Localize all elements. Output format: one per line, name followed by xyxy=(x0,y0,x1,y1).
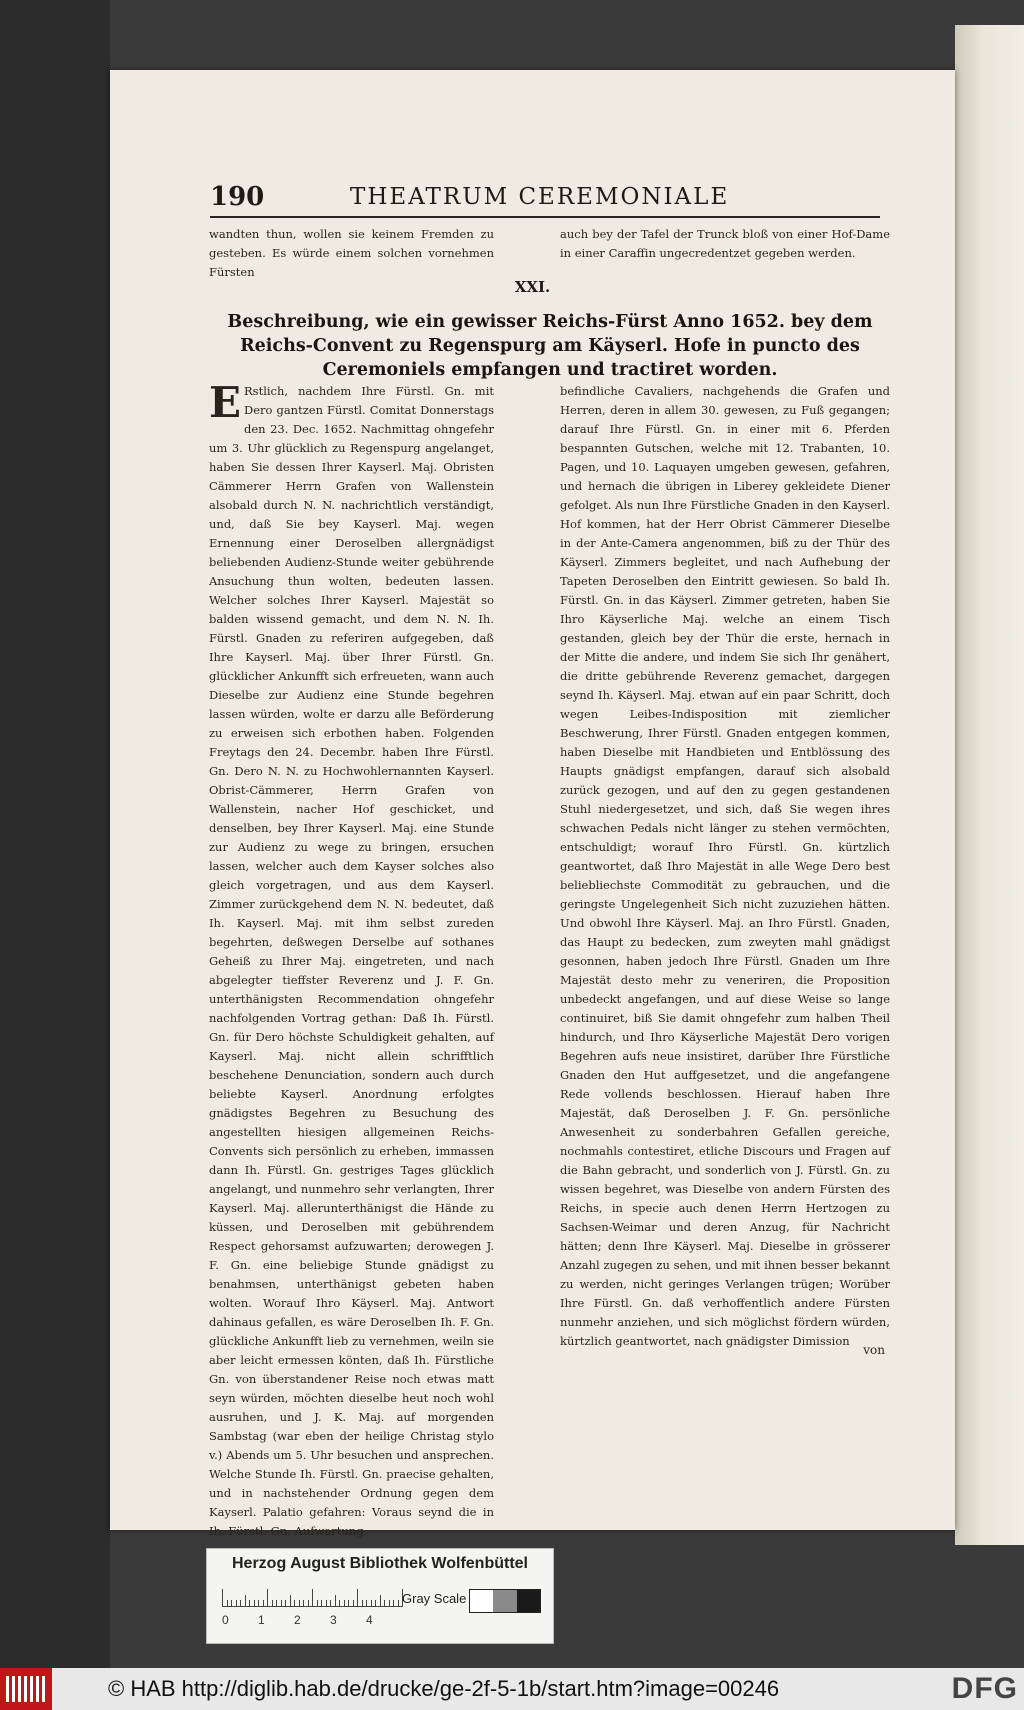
ruler-tick xyxy=(308,1600,309,1607)
right-column-text: befindliche Cavaliers, nachgehends die Grafen und Herren, deren in allem 30. gewesen, zu Fuß gegangen; darauf Ihre Fürstl. Gn. in einer mit 6. Pferden bespannten Gutschen, welche mit 12. Trabanten, 10. Pagen, und 10. Laquayen umgeben gewesen, gefahren, und hernach die übrigen in Liberey gekleidete Diener gefolget. Als nun Ihre Fürstliche Gnaden in den Kayserl. Hof kommen, hat der Herr Obrist Cämmerer Dieselbe in der Ante-Camera angenommen, biß zu der Thür des Käyserl. Zimmers begleitet, und nach Aufhebung der Tapeten Deroselben den Eintritt gewiesen. So bald Ih. Fürstl. Gn. in das Käyserl. Zimmer getreten, haben Sie Ihro Käyserliche Maj. welche an einem Tisch gestanden, gleich bey der Thür die erste, hernach in der Mitte die andere, und indem Sie sich Ihr genähert, die dritte gebührende Reverenz gemachet, dargegen seynd Ih. Käyserl. Maj. etwan auf ein paar Schritt, doch wegen Leibes-Indisposition mit ziemlicher Beschwerung, Ihrer Fürstl. Gnaden entgegen kommen, haben Dieselbe mit Handbieten und Entblössung des Haupts gnädigst empfangen, darauf sich alsobald zurück gezogen, und auf den zu gegen gestandenen Stuhl niedergesetzet, und sich, daß Sie wegen ihres schwachen Pedals nicht länger zu stehen vermöchten, entschuldigt; worauf Ihro Fürstl. Gn. kürtzlich geantwortet, daß Ihro Majestät in alle Wege Dero best beliebliechste Commodität zu gebrauchen, und die geringste Ungelegenheit Sich nicht zuzuziehen hätten. Und obwohl Ihre Käyserl. Maj. an Ihro Fürstl. Gnaden, das Haupt zu bedecken, zum zweyten mahl gnädigst gesonnen, haben jedoch Ihre Fürstl. Gnaden um Ihre Majestät desto mehr zu veneriren, die Proposition unbedeckt angefangen, und auf diese Weise so lange continuiret, biß Sie damit ohngefehr zum halben Theil hindurch, und Ihro Käyserliche Majestät Dero vorigen Begehren aufs neue insistiret, darüber Ihre Fürstliche Gnaden den Hut auffgesetzet, und die angefangene Rede vollends beschlossen. Hierauf haben Ihre Majestät, daß Deroselben J. F. Gn. persönliche Anwesenheit zu sonderbahren Gefallen gereiche, nochmahls contestiret, etliche Discours und Fragen auf die Bahn gebracht, und sonderlich von J. Fürstl. Gn. zu wissen begehret, was Dieselbe von andern Fürsten des Reichs, in specie auch denen Herrn Hertzogen zu Sachsen-Weimar und deren Anzug, für Nachricht hätten; denn Ihre Käyserl. Maj. Dieselbe in grösserer Anzahl zugegen zu sehen, und mit ihnen besser bekannt zu werden, nicht geringes Verlangen trügen; Worüber Ihre Fürstl. Gn. daß verhoffentlich andere Fürsten nunmehr anziehen, und sich möglichst fördern würden, kürtzlich geantwortet, nach gnädigster Dimission xyxy=(560,384,890,1348)
swatch-gray xyxy=(493,1590,516,1612)
section-number: XXI. xyxy=(514,278,551,296)
ruler-tick xyxy=(231,1600,232,1607)
ruler-tick xyxy=(393,1600,394,1607)
catchword: von xyxy=(863,1343,885,1357)
ruler-tick xyxy=(357,1589,358,1607)
page-number: 190 xyxy=(210,182,265,212)
ruler-tick xyxy=(339,1600,340,1607)
gray-scale-label: Gray Scale xyxy=(402,1591,467,1606)
ruler-tick xyxy=(276,1600,277,1607)
ruler-tick xyxy=(263,1600,264,1607)
ruler-tick xyxy=(348,1600,349,1607)
ruler-tick xyxy=(222,1589,223,1607)
ruler-tick xyxy=(384,1600,385,1607)
ruler-tick xyxy=(245,1595,246,1607)
library-color-card xyxy=(206,1548,554,1644)
ruler-number: 1 xyxy=(258,1613,265,1627)
footer-url[interactable]: © HAB http://diglib.hab.de/drucke/ge-2f-5-1b/start.htm?image=00246 xyxy=(108,1676,780,1701)
ruler-tick xyxy=(371,1600,372,1607)
left-column xyxy=(209,378,494,1541)
ruler-tick xyxy=(366,1600,367,1607)
ruler-tick xyxy=(254,1600,255,1607)
adjacent-page-edge xyxy=(955,25,1024,1545)
ruler-tick xyxy=(317,1600,318,1607)
card-title: Herzog August Bibliothek Wolfenbüttel xyxy=(232,1555,528,1572)
header-rule xyxy=(210,216,880,218)
ruler-tick xyxy=(281,1600,282,1607)
ruler-tick xyxy=(249,1600,250,1607)
ruler-tick xyxy=(267,1589,268,1607)
ruler-tick xyxy=(344,1600,345,1607)
ruler-tick xyxy=(389,1600,390,1607)
hab-logo-icon xyxy=(0,1668,52,1710)
footer-bar xyxy=(0,1668,1024,1710)
ruler-tick xyxy=(303,1600,304,1607)
ruler-tick xyxy=(312,1589,313,1607)
running-head: THEATRUM CEREMONIALE xyxy=(350,184,730,210)
scan-background-left xyxy=(0,0,110,1668)
ruler-tick xyxy=(321,1600,322,1607)
top-right-text: auch bey der Tafel der Trunck bloß von einer Hof-Dame in einer Caraffin ungecredentzet gegeben werden. xyxy=(560,227,890,260)
ruler-tick xyxy=(330,1600,331,1607)
swatch-black xyxy=(517,1590,540,1612)
ruler-tick xyxy=(258,1600,259,1607)
scanned-page xyxy=(110,70,955,1538)
ruler-tick xyxy=(380,1595,381,1607)
ruler-tick xyxy=(240,1600,241,1607)
ruler-tick xyxy=(375,1600,376,1607)
ruler-number: 0 xyxy=(222,1613,229,1627)
ruler-number: 2 xyxy=(294,1613,301,1627)
gray-scale-swatches xyxy=(469,1589,541,1613)
ruler-tick xyxy=(227,1600,228,1607)
ruler-tick xyxy=(335,1595,336,1607)
right-column xyxy=(560,382,890,1351)
ruler-tick xyxy=(299,1600,300,1607)
section-title: Beschreibung, wie ein gewisser Reichs-Fürst Anno 1652. bey dem Reichs-Convent zu Regenspurg am Käyserl. Hofe in puncto des Ceremoniels empfangen und tractiret worden. xyxy=(227,312,873,380)
ruler-number: 4 xyxy=(366,1613,373,1627)
top-left-text: wandten thun, wollen sie keinem Fremden zu gesteben. Es würde einem solchen vornehmen Fürsten xyxy=(209,227,494,279)
ruler-number: 3 xyxy=(330,1613,337,1627)
ruler-tick xyxy=(294,1600,295,1607)
ruler-tick xyxy=(353,1600,354,1607)
ruler-tick xyxy=(285,1600,286,1607)
ruler-tick xyxy=(236,1600,237,1607)
ruler-numbers xyxy=(222,1613,402,1631)
ruler-tick xyxy=(272,1600,273,1607)
ruler-tick xyxy=(290,1595,291,1607)
swatch-white xyxy=(470,1590,493,1612)
ruler-tick xyxy=(362,1600,363,1607)
dfg-logo: DFG xyxy=(951,1672,1018,1705)
ruler-tick xyxy=(398,1600,399,1607)
ruler-tick xyxy=(326,1600,327,1607)
scale-ruler xyxy=(222,1589,402,1607)
dropcap: E xyxy=(209,378,242,427)
left-column-text: Rstlich, nachdem Ihre Fürstl. Gn. mit Dero gantzen Fürstl. Comitat Donnerstags den 23. Dec. 1652. Nachmittag ohngefehr um 3. Uhr glücklich zu Regenspurg angelanget, haben Sie dessen Ihrer Kayserl. Maj. Obristen Cämmerer Herrn Grafen von Wallenstein alsobald durch N. N. nachrichtlich verständigt, und, daß Sie bey Kayserl. Maj. wegen Ernennung einer Deroselben allergnädigst beliebenden Audienz-Stunde weiter gebührende Ansuchung thun wolten, bedeuten lassen. Welcher solches Ihrer Kayserl. Majestät so balden wissend gemacht, und dem N. N. Ih. Fürstl. Gnaden zu referiren aufgegeben, daß Ihre Kayserl. Maj. über Ihrer Fürstl. Gn. glücklicher Ankunfft sich erfreueten, wann auch Dieselbe zur Audienz eine Stunde begehren lassen würden, wolte er darzu alle Beförderung zu erweisen sich erbothen haben. Folgenden Freytags den 24. Decembr. haben Ihre Fürstl. Gn. Dero N. N. zu Hochwohlernannten Kayserl. Obrist-Cämmerer, Herrn Grafen von Wallenstein, nacher Hof geschicket, und denselben, bey Ihrer Kayserl. Maj. eine Stunde zur Audienz zu wege zu bringen, ersuchen lassen, welcher auch dem Kayser solches also gleich vorgetragen, und aus dem Kayserl. Zimmer zurückgehend dem N. N. bedeutet, daß Ih. Kayserl. Maj. mit ihm selbst zureden begehrten, deßwegen Derselbe auf sothanes Geheiß zu Ihrer Maj. eingetreten, und nach abgelegter tieffster Reverenz und J. F. Gn. unterthänigsten Recommendation ohngefehr nachfolgenden Vortrag gethan: Daß Ih. Fürstl. Gn. für Dero höchste Schuldigkeit gehalten, auf Kayserl. Maj. nicht allein schrifftlich beschehene Denunciation, sondern auch durch beliebte Kayserl. Anordnung erfolgtes gnädigstes Begehren zu Besuchung des angestellten hiesigen allgemeinen Reichs-Convents sich persönlich zu erheben, immassen dann Ih. Fürstl. Gn. gestriges Tages glücklich angelangt, und nunmehro sehr verlangten, Ihrer Kayserl. Maj. allerunterthänigst die Hände zu küssen, und Deroselben mit gebührendem Respect gehorsamst aufzuwarten; derowegen J. F. Gn. eine beliebige Stunde gnädigst zu benahmsen, unterthänigst gebeten haben wolten. Worauf Ihro Käyserl. Maj. Antwort dahinaus gefallen, es wäre Deroselben Ih. F. Gn. glückliche Ankunfft lieb zu vernehmen, weiln sie aber leicht ermessen könten, daß Ih. Fürstliche Gn. von überstandener Reise noch etwas matt seyn würden, möchten dieselbe heut noch wohl ausruhen, und J. K. Maj. auf morgenden Sambstag (war eben der heilige Christag stylo v.) Abends um 5. Uhr besuchen und ansprechen. Welche Stunde Ih. Fürstl. Gn. praecise gehalten, und in nachstehender Ordnung gegen dem Kayserl. Palatio gefahren: Voraus seynd die in Ih. Fürstl. Gn. Aufwartung xyxy=(209,384,494,1538)
